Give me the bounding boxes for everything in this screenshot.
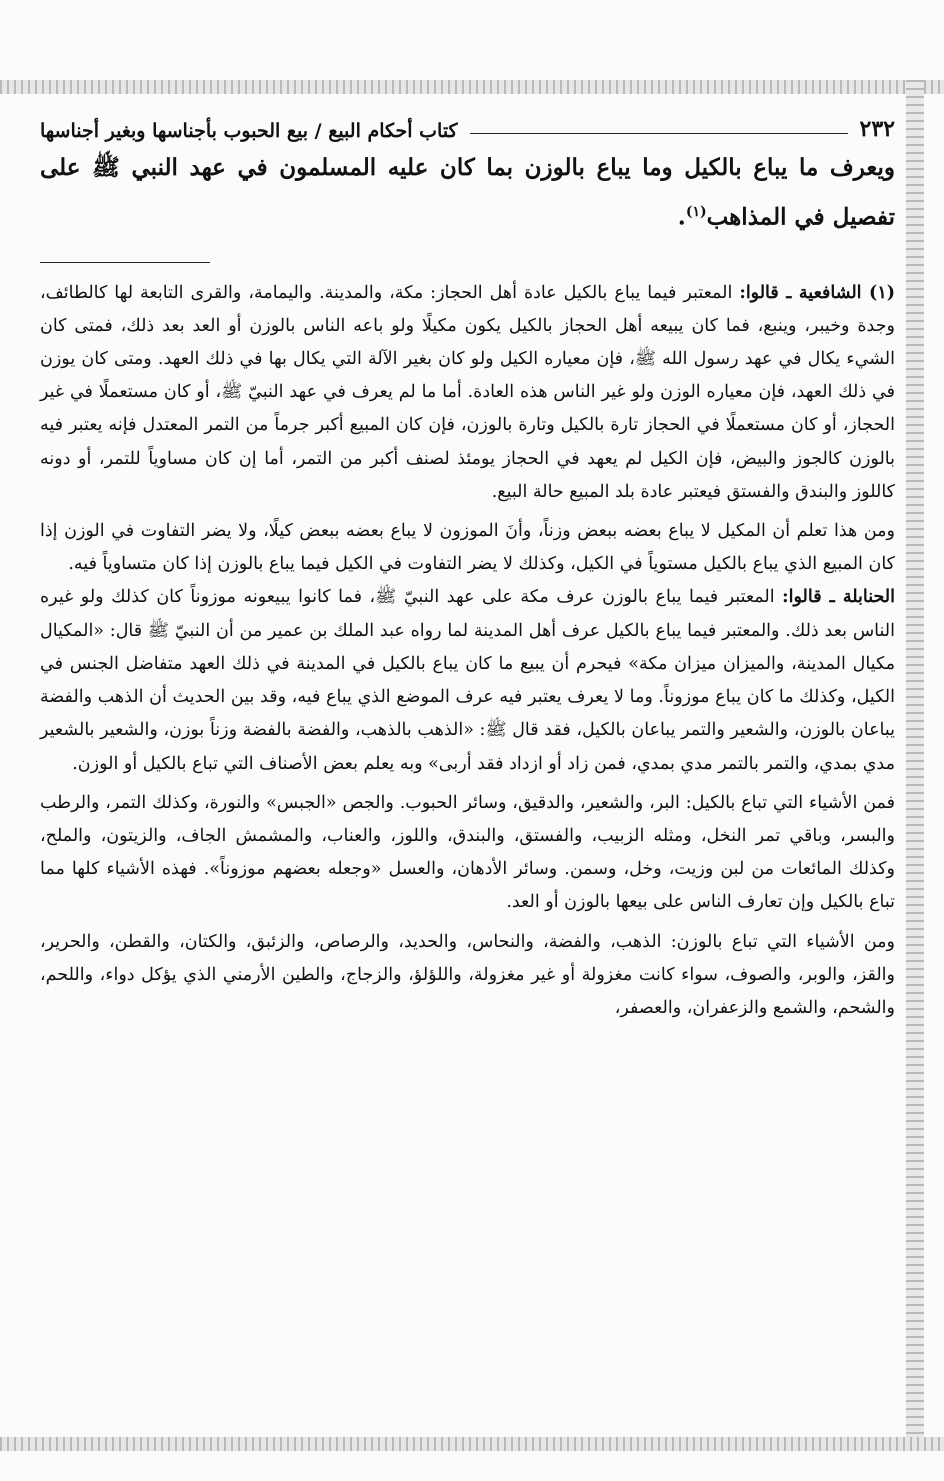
main-text: ويعرف ما يباع بالكيل وما يباع بالوزن بما كان عليه المسلمون في عهد النبي ﷺ على تفصيل في المذاهب <box>40 154 895 231</box>
book-page <box>40 100 895 1430</box>
footnote-hanabila-text: المعتبر فيما يباع بالوزن عرف مكة على عهد النبيّ ﷺ، فما كانوا يبيعونه موزوناً كان كذلك ولو غيره الناس بعد ذلك. والمعتبر فيما يباع بالكيل عرف أهل المدينة لما رواه عبد الملك بن عمير من أن النبيّ ﷺ قال: «المكيال مكيال المدينة، والميزان ميزان مكة» فيحرم أن يبيع ما كان يباع بالكيل في المدينة في ذلك العهد متفاضل الجنس في الكيل، وكذلك ما كان يباع موزوناً. وما لا يعرف يعتبر فيه عرف الموضع الذي يباع فيه، وقد بين الحديث أن الذهب والفضة يباعان بالوزن، والشعير والتمر يباعان بالكيل، فقد قال ﷺ: «الذهب بالذهب، والفضة بالفضة وزناً بوزن، والشعير بالشعير مدي بمدي، والتمر بالتمر مدي بمدي، فمن زاد أو ازداد فقد أربى» وبه يعلم بعض الأصناف التي تباع بالكيل أو الوزن. <box>40 587 895 774</box>
footnote-paragraph-2: ومن هذا تعلم أن المكيل لا يباع بعضه ببعض وزناً، وأنَ الموزون لا يباع بعضه ببعض كيلًا، ولا يضر التفاوت في الوزن إذا كان المبيع الذي يباع بالكيل مستوياً في الكيل، وكذلك لا يضر التفاوت في الكيل فيما يباع بالوزن إذا كان متساوياً فيه. <box>40 521 895 575</box>
decorative-top-border <box>0 80 944 94</box>
running-title: كتاب أحكام البيع / بيع الحبوب بأجناسها وبغير أجناسها <box>40 120 458 142</box>
footnote-hanabila <box>40 581 895 780</box>
decorative-right-border <box>906 80 924 1451</box>
footnote-paragraph-5: ومن الأشياء التي تباع بالوزن: الذهب، والفضة، والنحاس، والحديد، والرصاص، والزئبق، والكتان، والقطن، والحرير، والقز، والوبر، والصوف، سواء كانت مغزولة أو غير مغزولة، واللؤلؤ، والزجاج، والطين الأرمني الذي يؤكل دواء، واللحم، والشحم، والشمع والزعفران، والعصفر، <box>40 931 895 1018</box>
running-header <box>40 100 895 142</box>
header-rule <box>470 133 848 134</box>
footnote-reference: (١) <box>685 204 707 220</box>
footnote-hanabila-lead: الحنابلة ـ قالوا: <box>782 587 895 608</box>
page-number: ٢٣٢ <box>859 116 895 142</box>
footnote-paragraph-4: فمن الأشياء التي تباع بالكيل: البر، والشعير، والدقيق، وسائر الحبوب. والجص «الجبس» والنورة، وكذلك التمر، والرطب والبسر، وباقي تمر النخل، ومثله الزبيب، والفستق، والبندق، واللوز، والعناب، والمشمش الجاف، والزيتون، والملح، وكذلك المائعات من لبن وزيت، وخل، وسمن. وسائر الأدهان، والعسل «وجعله بعضهم موزوناً». فهذه الأشياء كلها مما تباع بالكيل وإن تعارف الناس على بيعها بالوزن أو العد. <box>40 792 895 913</box>
footnote-separator <box>40 262 210 263</box>
footnote-shafiiya <box>40 277 895 509</box>
footnote-shafiiya-lead: (١) الشافعية ـ قالوا: <box>739 282 895 303</box>
main-text-end: . <box>677 203 686 231</box>
decorative-bottom-border <box>0 1437 944 1451</box>
footnote-shafiiya-text: المعتبر فيما يباع بالكيل عادة أهل الحجاز: مكة، والمدينة. واليمامة، والقرى التابعة لها كالطائف، وجدة وخيبر، وينبع، فما كان يبيعه أهل الحجاز بالكيل يكون مكيلًا ولو باعه الناس بالوزن أو العد بعد ذلك، فمتى كان الشيء يكال في عهد رسول الله ﷺ، فإن معياره الكيل ولو كان بغير الآلة التي يكال بها في ذلك العهد. ومتى كان يوزن في ذلك العهد، فإن معياره الوزن ولو غير الناس هذه العادة. أما ما لم يعرف في عهد النبيّ ﷺ، أو كان مستعملًا في غير الحجاز، أو كان مستعملًا في الحجاز تارة بالكيل وتارة بالوزن، فإن كان المبيع أكبر جرماً من التمر المعتدل فإنه يعتبر فيه بالوزن كالجوز والبيض، فإن الكيل لم يعهد في الحجاز يومئذ لصنف أكبر من التمر، أما إن كان مساوياً للتمر، أو دونه كاللوز والبندق والفستق فيعتبر عادة بلد المبيع حالة البيع. <box>40 282 895 502</box>
main-paragraph <box>40 146 895 240</box>
